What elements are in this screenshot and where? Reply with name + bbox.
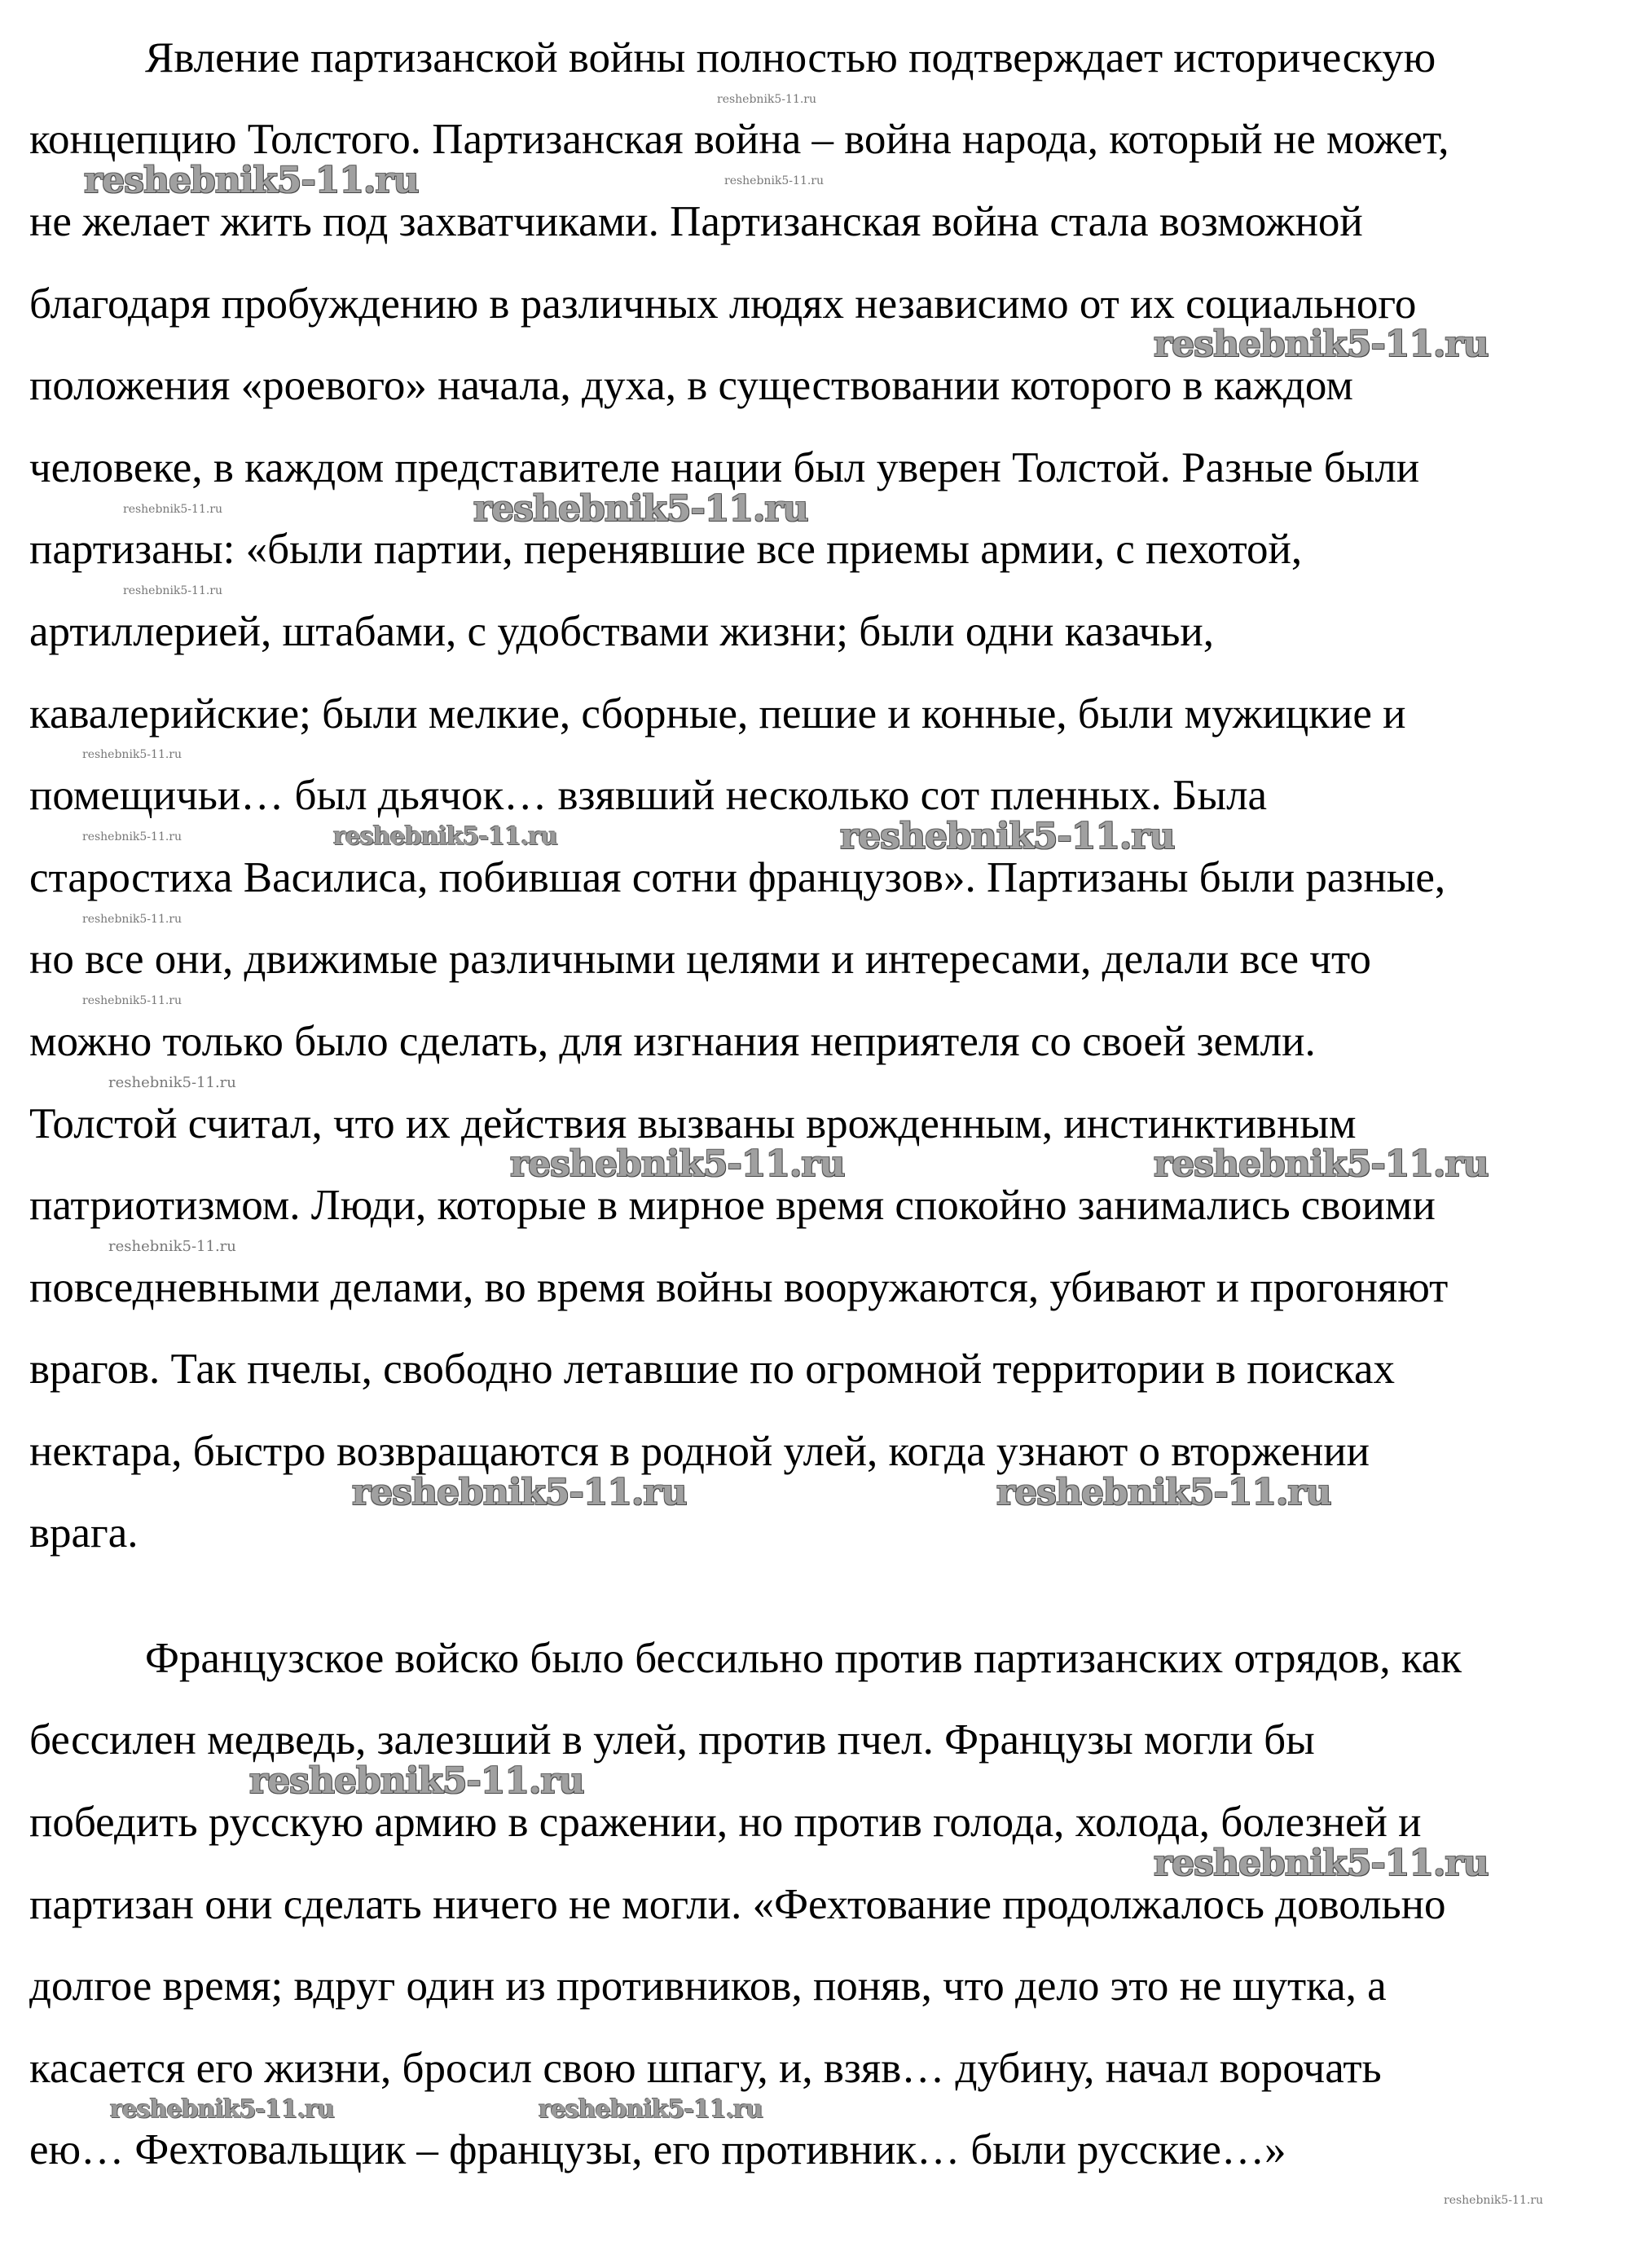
watermark: reshebnik5-11.ru: [82, 994, 183, 1008]
text-line: старостиха Василиса, побившая сотни французов». Партизаны были разные,: [29, 853, 1446, 901]
text-line: врага.: [29, 1509, 139, 1557]
text-line: долгое время; вдруг один из противников, поняв, что дело это не шутка, а: [29, 1962, 1387, 2010]
text-line: бессилен медведь, залезший в улей, против пчел. Французы могли бы: [29, 1716, 1315, 1764]
watermark: reshebnik5-11.ru: [840, 816, 1175, 857]
watermark: reshebnik5-11.ru: [352, 1471, 687, 1513]
text-line: но все они, движимые различными целями и интересами, делали все что: [29, 936, 1371, 984]
watermark: reshebnik5-11.ru: [473, 487, 808, 530]
text-line: победить русскую армию в сражении, но против голода, холода, болезней и: [29, 1798, 1422, 1846]
text-line: Французское войско было бессильно против партизанских отрядов, как: [145, 1634, 1462, 1682]
text-line: Толстой считал, что их действия вызваны врожденным, инстинктивным: [29, 1099, 1357, 1147]
watermark: reshebnik5-11.ru: [249, 1760, 584, 1803]
text-line: помещичьи… был дьячок… взявший несколько сот пленных. Была: [29, 772, 1268, 820]
watermark: reshebnik5-11.ru: [510, 1143, 845, 1186]
watermark: reshebnik5-11.ru: [84, 160, 419, 202]
text-line: ею… Фехтовальщик – французы, его противник… были русские…»: [29, 2126, 1286, 2174]
text-line: касается его жизни, бросил свою шпагу, и, взяв… дубину, начал ворочать: [29, 2044, 1382, 2092]
text-line: положения «роевого» начала, духа, в существовании которого в каждом: [29, 362, 1353, 410]
watermark: reshebnik5-11.ru: [724, 174, 825, 188]
text-line: благодаря пробуждению в различных людях независимо от их социального: [29, 280, 1417, 328]
text-line: человеке, в каждом представителе нации был уверен Толстой. Разные были: [29, 443, 1420, 491]
text-line: партизаны: «были партии, перенявшие все приемы армии, с пехотой,: [29, 526, 1303, 574]
watermark: reshebnik5-11.ru: [123, 584, 223, 598]
watermark: reshebnik5-11.ru: [82, 748, 183, 762]
watermark: reshebnik5-11.ru: [82, 912, 183, 926]
text-line: повседневными делами, во время войны вооружаются, убивают и прогоняют: [29, 1263, 1449, 1311]
watermark: reshebnik5-11.ru: [1154, 1842, 1489, 1884]
watermark: reshebnik5-11.ru: [539, 2094, 763, 2124]
text-line: партизан они сделать ничего не могли. «Фехтование продолжалось довольно: [29, 1880, 1446, 1928]
text-line: не желает жить под захватчиками. Партизанская война стала возможной: [29, 197, 1363, 245]
watermark: reshebnik5-11.ru: [1154, 1143, 1489, 1186]
text-line: патриотизмом. Люди, которые в мирное время спокойно занимались своими: [29, 1182, 1436, 1230]
watermark: reshebnik5-11.ru: [123, 502, 223, 516]
watermark: reshebnik5-11.ru: [108, 1073, 236, 1091]
watermark: reshebnik5-11.ru: [996, 1471, 1331, 1513]
watermark: reshebnik5-11.ru: [333, 822, 557, 851]
text-line: артиллерией, штабами, с удобствами жизни; были одни казачьи,: [29, 607, 1215, 655]
text-line: концепцию Толстого. Партизанская война – война народа, который не может,: [29, 116, 1449, 164]
watermark: reshebnik5-11.ru: [1154, 324, 1489, 366]
text-line: можно только было сделать, для изгнания неприятеля со своей земли.: [29, 1017, 1316, 1065]
watermark: reshebnik5-11.ru: [717, 92, 817, 106]
watermark: reshebnik5-11.ru: [1444, 2194, 1544, 2207]
text-line: кавалерийские; были мелкие, сборные, пешие и конные, были мужицкие и: [29, 689, 1406, 738]
paragraph-1: [29, 17, 1626, 1594]
watermark: reshebnik5-11.ru: [110, 2094, 334, 2124]
text-line: Явление партизанской войны полностью подтверждает историческую: [145, 33, 1436, 81]
watermark: reshebnik5-11.ru: [82, 830, 183, 843]
text-line: врагов. Так пчелы, свободно летавшие по огромной территории в поисках: [29, 1345, 1395, 1394]
watermark: reshebnik5-11.ru: [108, 1238, 236, 1255]
text-line: нектара, быстро возвращаются в родной улей, когда узнают о вторжении: [29, 1427, 1370, 1475]
